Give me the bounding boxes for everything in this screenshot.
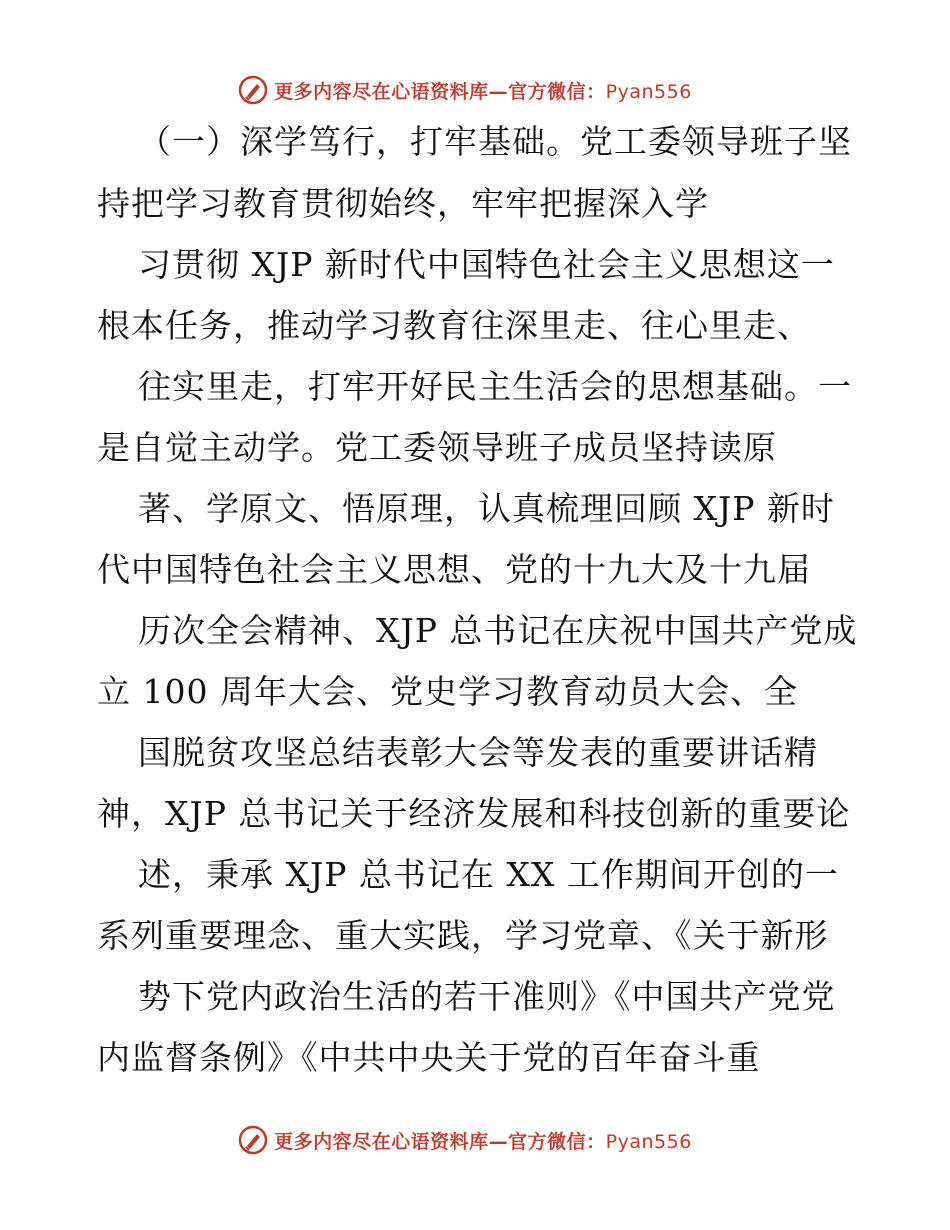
pen-logo-icon — [238, 75, 268, 105]
footer-watermark — [0, 1122, 950, 1158]
text-line: （一）深学笃行，打牢基础。党工委领导班子坚 — [138, 122, 852, 161]
text-line: 著、学原文、悟原理，认真梳理回顾 XJP 新时 — [138, 489, 835, 528]
text-line: 是自觉主动学。党工委领导班子成员坚持读原 — [97, 428, 777, 467]
watermark-text: 更多内容尽在心语资料库—官方微信：Pyan556 — [274, 80, 692, 103]
text-line: 述，秉承 XJP 总书记在 XX 工作期间开创的一 — [138, 855, 839, 894]
text-line: 代中国特色社会主义思想、党的十九大及十九届 — [97, 550, 811, 589]
header-watermark — [0, 72, 950, 108]
text-line: 系列重要理念、重大实践，学习党章、《关于新形 — [97, 916, 829, 955]
text-line: 往实里走，打牢开好民主生活会的思想基础。一 — [138, 367, 852, 406]
pen-logo-icon — [238, 1125, 268, 1155]
text-line: 势下党内政治生活的若干准则》《中国共产党党 — [138, 977, 836, 1016]
text-line: 神，XJP 总书记关于经济发展和科技创新的重要论 — [97, 794, 851, 833]
text-line: 立 100 周年大会、党史学习教育动员大会、全 — [97, 672, 798, 711]
text-line: 根本任务，推动学习教育往深里走、往心里走、 — [97, 306, 811, 345]
text-line: 历次全会精神、XJP 总书记在庆祝中国共产党成 — [138, 611, 858, 650]
text-line: 内监督条例》《中共中央关于党的百年奋斗重 — [97, 1038, 761, 1077]
watermark-text: 更多内容尽在心语资料库—官方微信：Pyan556 — [274, 1130, 692, 1153]
text-line: 习贯彻 XJP 新时代中国特色社会主义思想这一 — [138, 245, 835, 284]
text-line: 持把学习教育贯彻始终，牢牢把握深入学 — [97, 184, 709, 223]
text-line: 国脱贫攻坚总结表彰大会等发表的重要讲话精 — [138, 733, 818, 772]
